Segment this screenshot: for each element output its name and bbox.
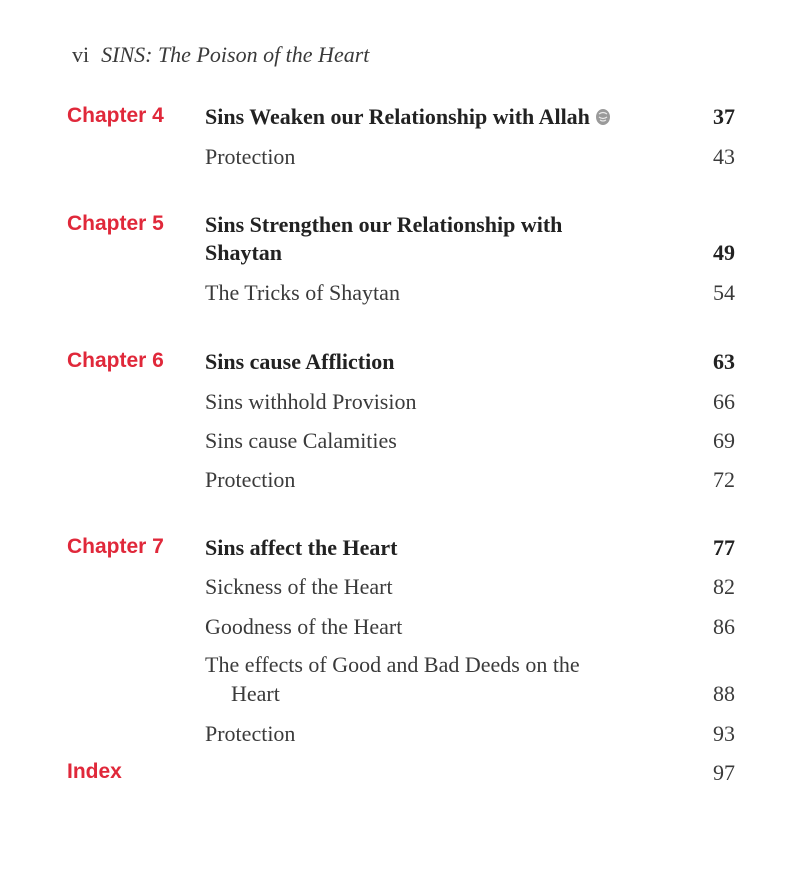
section-title: The Tricks of Shaytan (205, 280, 400, 305)
section-page-number: 66 (713, 389, 735, 414)
chapter-title: Sins affect the Heart (205, 535, 398, 560)
section-title-line-2: Heart (231, 681, 280, 706)
chapter-title-line-1: Sins Strengthen our Relationship with (205, 212, 563, 237)
section-page-number: 54 (713, 280, 735, 305)
chapter-label: Chapter 4 (67, 104, 164, 127)
section-page-number: 82 (713, 574, 735, 599)
section-title: Protection (205, 467, 296, 492)
section-title-line-1: The effects of Good and Bad Deeds on the (205, 652, 580, 677)
running-head (72, 42, 369, 68)
chapter-title-text: Sins Weaken our Relationship with Allah (205, 104, 590, 129)
chapter-label: Chapter 6 (67, 349, 164, 372)
honorific-calligraphy-icon (595, 108, 611, 126)
index-page-number: 97 (713, 760, 735, 785)
chapter-label: Chapter 7 (67, 535, 164, 558)
chapter-title (205, 102, 675, 131)
section-title: Sickness of the Heart (205, 574, 393, 599)
section-page-number: 88 (713, 681, 735, 706)
chapter-title-line-2: Shaytan (205, 240, 283, 265)
section-title: Goodness of the Heart (205, 614, 403, 639)
chapter-title: Sins cause Affliction (205, 349, 395, 374)
chapter-page-number: 77 (713, 535, 735, 560)
section-title: Sins withhold Provision (205, 389, 417, 414)
index-label: Index (67, 760, 122, 783)
section-title: Sins cause Calamities (205, 428, 397, 453)
book-title: SINS: The Poison of the Heart (101, 42, 370, 67)
section-title: Protection (205, 721, 296, 746)
section-page-number: 43 (713, 144, 735, 169)
chapter-page-number: 63 (713, 349, 735, 374)
section-page-number: 72 (713, 467, 735, 492)
page-folio: vi (72, 42, 90, 67)
chapter-page-number: 37 (713, 104, 735, 129)
chapter-label: Chapter 5 (67, 212, 164, 235)
section-title: Protection (205, 144, 296, 169)
section-page-number: 93 (713, 721, 735, 746)
chapter-page-number: 49 (713, 240, 735, 265)
section-page-number: 86 (713, 614, 735, 639)
section-page-number: 69 (713, 428, 735, 453)
